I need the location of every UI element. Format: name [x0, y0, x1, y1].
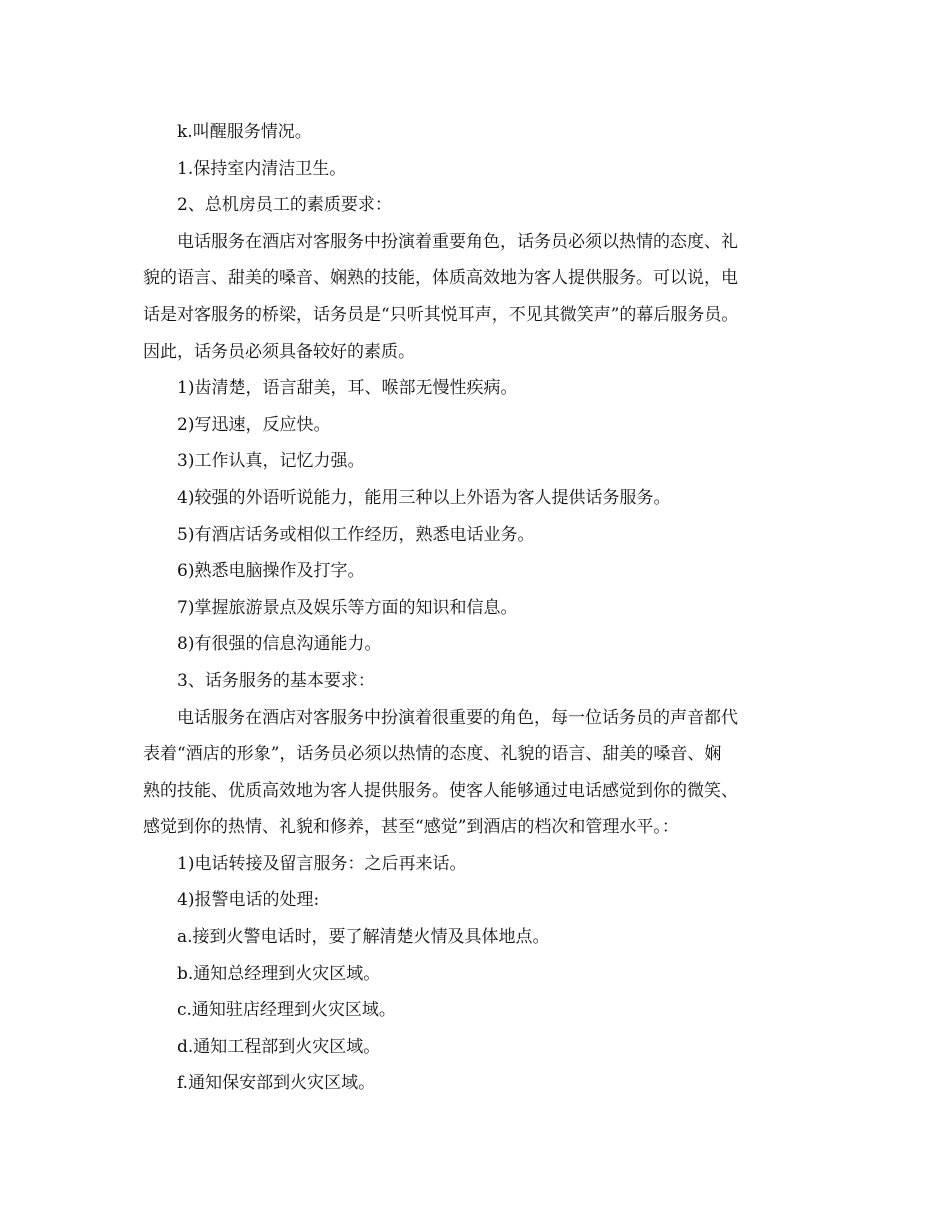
- list-item: b.通知总经理到火灾区域。: [177, 963, 381, 984]
- list-item: a.接到火警电话时，要了解清楚火情及具体地点。: [177, 927, 550, 948]
- paragraph-line: 感觉到你的热情、礼貌和修养，甚至“感觉”到酒店的档次和管理水平。：: [143, 817, 679, 838]
- section-heading: 3、话务服务的基本要求：: [177, 670, 375, 691]
- list-item: c.通知驻店经理到火灾区域。: [177, 1000, 396, 1021]
- list-item: 3)工作认真，记忆力强。: [177, 451, 365, 472]
- list-item: 8)有很强的信息沟通能力。: [177, 634, 382, 655]
- list-item: 6)熟悉电脑操作及打字。: [177, 561, 365, 582]
- document-page: [143, 114, 807, 1102]
- list-item: d.通知工程部到火灾区域。: [177, 1036, 381, 1057]
- list-item: 7)掌握旅游景点及娱乐等方面的知识和信息。: [177, 597, 518, 618]
- paragraph-line: 表着“酒店的形象”，话务员必须以热情的态度、礼貌的语言、甜美的嗓音、娴: [143, 744, 722, 765]
- list-item: f.通知保安部到火灾区域。: [177, 1073, 376, 1094]
- list-item: 4)较强的外语听说能力，能用三种以上外语为客人提供话务服务。: [177, 487, 671, 508]
- paragraph-line: 因此，话务员必须具备较好的素质。: [143, 341, 415, 362]
- paragraph-line: 貌的语言、甜美的嗓音、娴熟的技能，体质高效地为客人提供服务。可以说，电: [143, 268, 738, 289]
- list-item: 1)齿清楚，语言甜美，耳、喉部无慢性疾病。: [177, 378, 518, 399]
- paragraph-line: 熟的技能、优质高效地为客人提供服务。使客人能够通过电话感觉到你的微笑、: [143, 780, 738, 801]
- paragraph-line: 话是对客服务的桥梁，话务员是“只听其悦耳声，不见其微笑声”的幕后服务员。: [143, 304, 739, 325]
- text-line: 1.保持室内清洁卫生。: [177, 158, 347, 179]
- section-heading: 2、总机房员工的素质要求：: [177, 195, 392, 216]
- list-item: 2)写迅速，反应快。: [177, 414, 331, 435]
- paragraph-line: 电话服务在酒店对客服务中扮演着很重要的角色，每一位话务员的声音都代: [177, 707, 738, 728]
- list-item: 1)电话转接及留言服务：之后再来话。: [177, 853, 467, 874]
- paragraph-line: 电话服务在酒店对客服务中扮演着重要角色，话务员必须以热情的态度、礼: [177, 231, 738, 252]
- text-line: k.叫醒服务情况。: [177, 122, 312, 142]
- list-item: 5)有酒店话务或相似工作经历，熟悉电话业务。: [177, 524, 535, 545]
- list-item: 4)报警电话的处理:: [177, 890, 320, 911]
